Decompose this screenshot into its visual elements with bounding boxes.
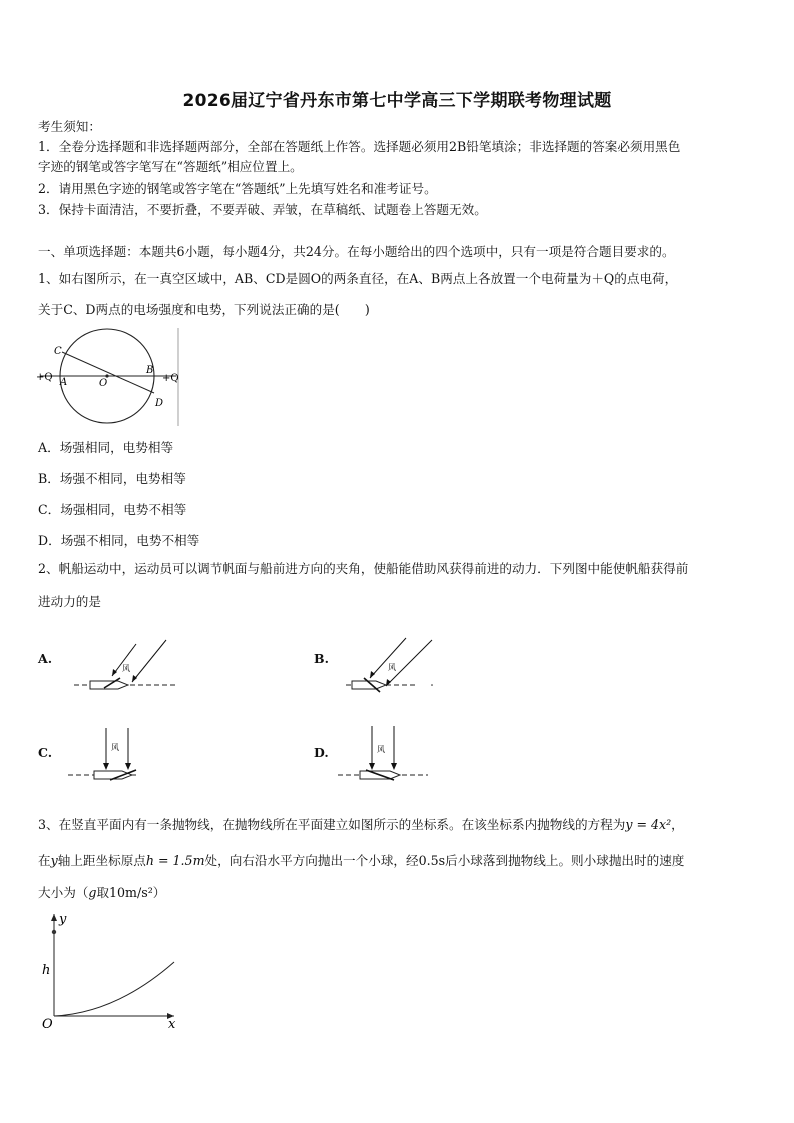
notice-item-1-cont: 字迹的钢笔或答字笔写在“答题纸”相应位置上。 (38, 159, 303, 174)
wind-label: 风 (377, 745, 385, 754)
label-o: O (42, 1017, 53, 1032)
notice-item-3: 3．保持卡面清洁，不要折叠，不要弄破、弄皱，在草稿纸、试题卷上答题无效。 (38, 202, 487, 217)
q2-figure-a (70, 636, 180, 696)
q3-text: 轴上距坐标原点 (57, 853, 146, 868)
q3-height: h = 1.5m (145, 853, 205, 868)
label-x: x (168, 1017, 176, 1032)
q2-figure-c (66, 724, 166, 784)
q3-parabola-figure (36, 908, 186, 1032)
notice-item-1: 1．全卷分选择题和非选择题两部分，全部在答题纸上作答。选择题必须用2B铅笔填涂；非选择题的答案必须用黑色 (38, 139, 681, 154)
label-q-left: +Q (36, 372, 53, 383)
q3-text: 取 (96, 885, 110, 900)
q3-var-y: y (50, 853, 58, 868)
label-a: A (60, 377, 68, 388)
q2-stem-line2: 进动力的是 (38, 594, 101, 609)
q3-text: 处，向右沿水平方向抛出一个小球，经 (204, 853, 419, 868)
q3-var-g: g (88, 885, 97, 900)
label-y: y (59, 912, 67, 927)
boat-hull (94, 771, 132, 779)
q3-text: 在 (38, 853, 51, 868)
page-title: 2026届辽宁省丹东市第七中学高三下学期联考物理试题 (182, 91, 612, 111)
wind-arrow (132, 640, 166, 682)
q1-option-c[interactable]: C．场强相同，电势不相等 (38, 502, 187, 517)
q2-option-b-label[interactable]: B. (314, 651, 329, 666)
q1-stem-line1: 1、如右图所示，在一真空区域中，AB、CD是圆O的两条直径，在A、B两点上各放置一个电荷量为＋Q的点电荷， (38, 271, 678, 286)
q2-figure-b (344, 634, 454, 694)
launch-point (52, 930, 56, 934)
wind-arrowhead (391, 763, 397, 770)
q3-text: ） (152, 885, 166, 900)
wind-arrowhead (125, 763, 131, 770)
q1-stem-line2: 关于C、D两点的电场强度和电势，下列说法正确的是( ) (38, 302, 370, 317)
q3-text: 大小为（ (38, 885, 89, 900)
diameter-cd (62, 352, 154, 393)
wind-arrowhead (103, 763, 109, 770)
q2-option-a-label[interactable]: A. (38, 651, 53, 666)
q1-option-a[interactable]: A．场强相同，电势相等 (38, 440, 174, 455)
q3-gravity: 10m/s² (109, 885, 153, 900)
parabola-curve (54, 962, 174, 1016)
wind-label: 风 (122, 664, 130, 673)
section-heading: 一、单项选择题：本题共6小题，每小题4分，共24分。在每小题给出的四个选项中，只有一项是符合题目要求的。 (38, 244, 675, 259)
q3-time: 0.5s (418, 853, 446, 868)
q3-text: 后小球落到抛物线上。则小球抛出时的速度 (445, 853, 685, 868)
label-b: B (146, 365, 154, 376)
label-c: C (54, 346, 62, 357)
q3-text: ， (671, 817, 684, 832)
q1-circle-figure (34, 326, 184, 428)
notice-heading: 考生须知： (38, 119, 101, 134)
q2-option-d-label[interactable]: D. (314, 745, 329, 760)
y-axis-arrow (51, 914, 57, 921)
label-q-right: +Q (162, 373, 179, 384)
q2-option-c-label[interactable]: C. (38, 745, 53, 760)
wind-label: 风 (388, 663, 396, 672)
q3-equation: y = 4x² (625, 817, 672, 832)
label-d: D (155, 398, 164, 409)
wind-label: 风 (111, 743, 119, 752)
q1-option-d[interactable]: D．场强不相同，电势不相等 (38, 533, 200, 548)
q1-option-b[interactable]: B．场强不相同，电势相等 (38, 471, 186, 486)
label-h: h (42, 963, 51, 978)
course-dot (431, 684, 433, 686)
wind-arrowhead (370, 671, 375, 678)
q3-text: 3、在竖直平面内有一条抛物线，在抛物线所在平面建立如图所示的坐标系。在该坐标系内抛物线的方程为 (38, 817, 626, 832)
q2-stem-line1: 2、帆船运动中，运动员可以调节帆面与船前进方向的夹角，使船能借助风获得前进的动力．下列图中能使帆船获得前 (38, 561, 689, 576)
q3-stem-line2 (38, 851, 684, 871)
q3-stem-line1 (38, 815, 684, 835)
q2-figure-d (336, 722, 436, 782)
notice-item-2: 2．请用黑色字迹的钢笔或答字笔在“答题纸”上先填写姓名和准考证号。 (38, 181, 437, 196)
label-o: O (99, 378, 108, 389)
wind-arrowhead (369, 763, 375, 770)
q3-stem-line3 (38, 883, 165, 903)
